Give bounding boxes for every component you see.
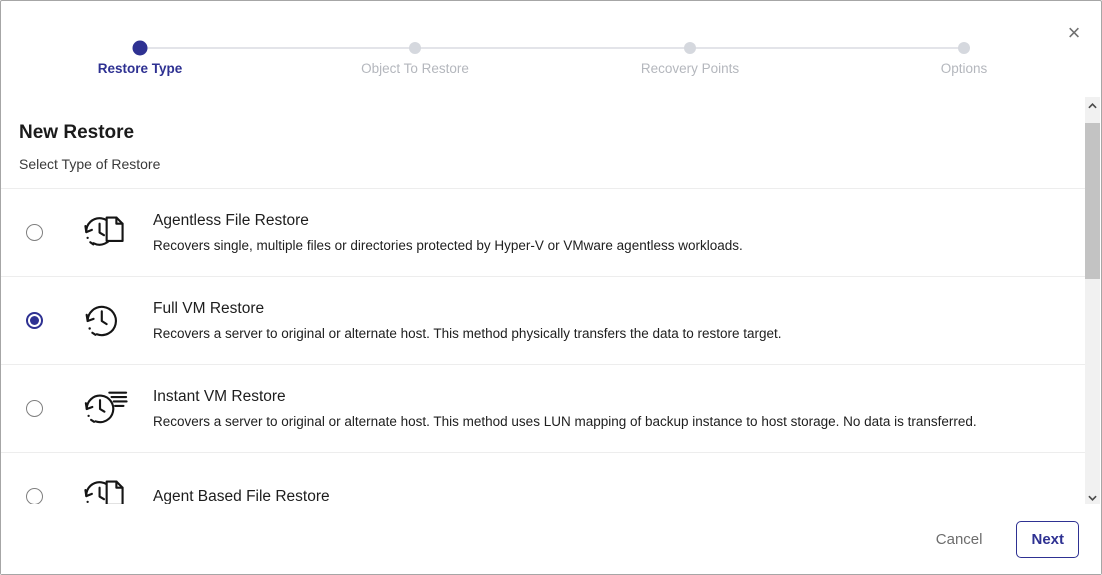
step-dot: [409, 42, 421, 54]
step-dot: [958, 42, 970, 54]
scroll-up-icon[interactable]: [1085, 97, 1100, 114]
file-clock-restore-icon: [77, 210, 131, 256]
option-instant-vm-restore[interactable]: [1, 365, 1085, 453]
option-description: Recovers a server to original or alternate host. This method uses LUN mapping of backup instance to host storage. No data is transferred.: [153, 414, 977, 429]
stepper-connector-line: [140, 47, 964, 49]
page-subtitle: Select Type of Restore: [19, 156, 161, 172]
file-clock-restore-icon: [77, 474, 131, 507]
option-title: Instant VM Restore: [153, 388, 286, 405]
instant-clock-restore-icon: [77, 386, 131, 432]
step-dot: [684, 42, 696, 54]
vertical-scrollbar[interactable]: [1085, 97, 1100, 506]
option-agentless-file-restore[interactable]: [1, 189, 1085, 277]
radio-full-vm-restore[interactable]: [26, 312, 43, 329]
wizard-stepper: [1, 1, 1101, 96]
step-label: Restore Type: [97, 61, 183, 76]
scrollbar-thumb[interactable]: [1085, 123, 1100, 279]
radio-agentless-file-restore[interactable]: [26, 224, 43, 241]
radio-agent-based-file-restore[interactable]: [26, 488, 43, 505]
clock-restore-icon: [77, 298, 131, 344]
option-description: Recovers single, multiple files or directories protected by Hyper-V or VMware agentless workloads.: [153, 238, 743, 253]
option-description: Recovers a server to original or alternate host. This method physically transfers the data to restore target.: [153, 326, 782, 341]
radio-instant-vm-restore[interactable]: [26, 400, 43, 417]
restore-type-list-viewport: [1, 96, 1085, 506]
dialog-footer: [1, 504, 1101, 574]
option-full-vm-restore[interactable]: [1, 277, 1085, 365]
content-header: [1, 96, 1085, 189]
step-dot: [133, 41, 148, 56]
option-agent-based-file-restore[interactable]: [1, 453, 1085, 506]
option-title: Full VM Restore: [153, 300, 265, 317]
close-icon[interactable]: ×: [1067, 20, 1081, 45]
step-label: Recovery Points: [640, 61, 740, 76]
cancel-button[interactable]: Cancel: [930, 530, 989, 549]
option-title: Agentless File Restore: [153, 212, 309, 229]
option-title: Agent Based File Restore: [153, 487, 330, 505]
step-label: Options: [940, 61, 988, 76]
next-button[interactable]: Next: [1016, 521, 1079, 558]
step-label: Object To Restore: [361, 61, 469, 76]
page-title: New Restore: [19, 122, 135, 143]
